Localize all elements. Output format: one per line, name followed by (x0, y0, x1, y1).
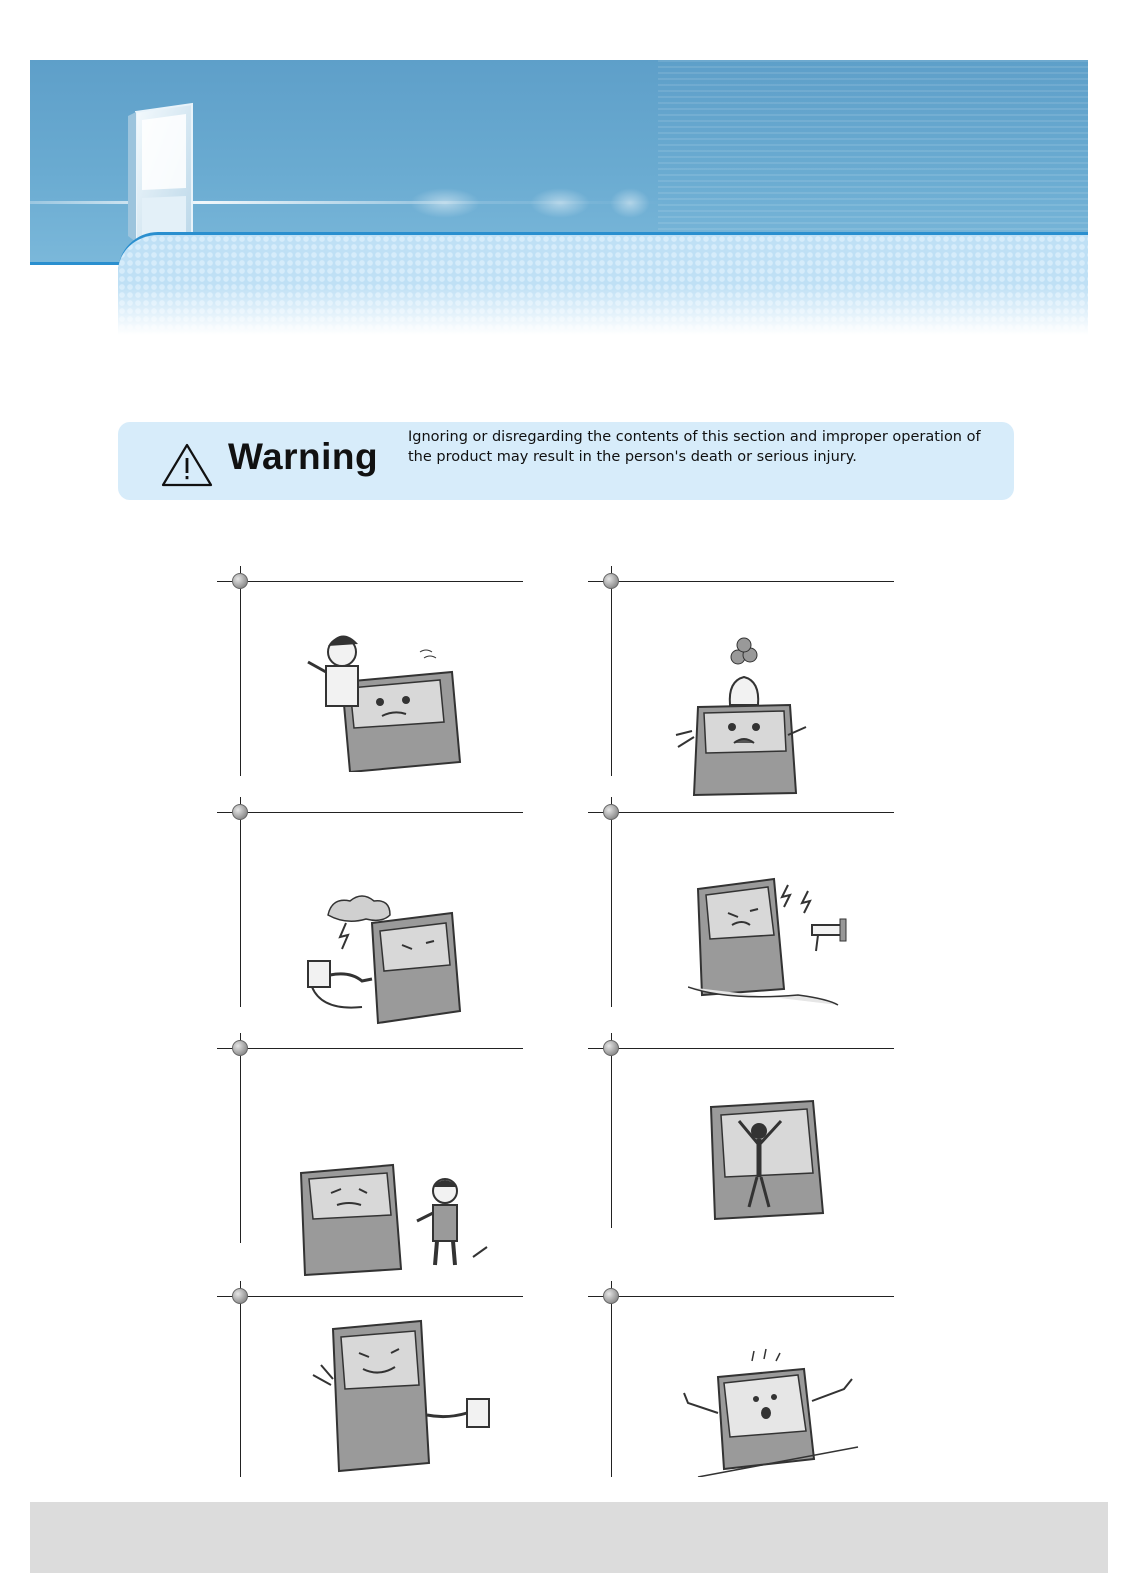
warning-title: Warning (228, 436, 379, 477)
bullet-icon (603, 573, 619, 589)
tv-child-illustration (297, 1161, 497, 1276)
tv-vase-on-top-illustration (668, 627, 818, 797)
bullet-icon (232, 804, 248, 820)
divider-line (240, 1033, 241, 1243)
divider-line (611, 566, 612, 776)
divider-line (217, 581, 523, 582)
divider-line (588, 812, 894, 813)
divider-line (240, 1281, 241, 1477)
footer-band (30, 1502, 1108, 1573)
bullet-icon (603, 1288, 619, 1304)
bullet-icon (232, 1040, 248, 1056)
light-glow (610, 188, 650, 218)
tv-lightning-unplug-illustration (302, 891, 477, 1026)
divider-line (611, 1281, 612, 1477)
band-fade (118, 285, 1088, 335)
divider-line (611, 797, 612, 1007)
divider-line (588, 581, 894, 582)
bullet-icon (232, 573, 248, 589)
tv-plug-outlet-illustration (309, 1315, 499, 1475)
divider-line (217, 812, 523, 813)
warning-box (118, 422, 1014, 500)
band-accent-line (30, 262, 122, 265)
bullet-icon (603, 1040, 619, 1056)
warning-triangle-icon (160, 442, 214, 488)
tv-slanted-surface-illustration (678, 1347, 868, 1477)
tv-water-faucet-illustration (688, 875, 868, 1010)
divider-line (217, 1048, 523, 1049)
light-glow (410, 188, 480, 218)
divider-line (240, 566, 241, 776)
warning-description: Ignoring or disregarding the contents of this section and improper operation of the product may result in the person's death or serious injury. (408, 429, 981, 465)
light-glow (530, 188, 590, 218)
tv-person-inside-illustration (703, 1097, 833, 1227)
tv-repairman-illustration (302, 622, 472, 772)
divider-line (240, 797, 241, 1007)
divider-line (217, 1296, 523, 1297)
divider-line (588, 1296, 894, 1297)
divider-line (611, 1033, 612, 1228)
bullet-icon (232, 1288, 248, 1304)
dotted-band (118, 232, 1088, 335)
bullet-icon (603, 804, 619, 820)
divider-line (588, 1048, 894, 1049)
